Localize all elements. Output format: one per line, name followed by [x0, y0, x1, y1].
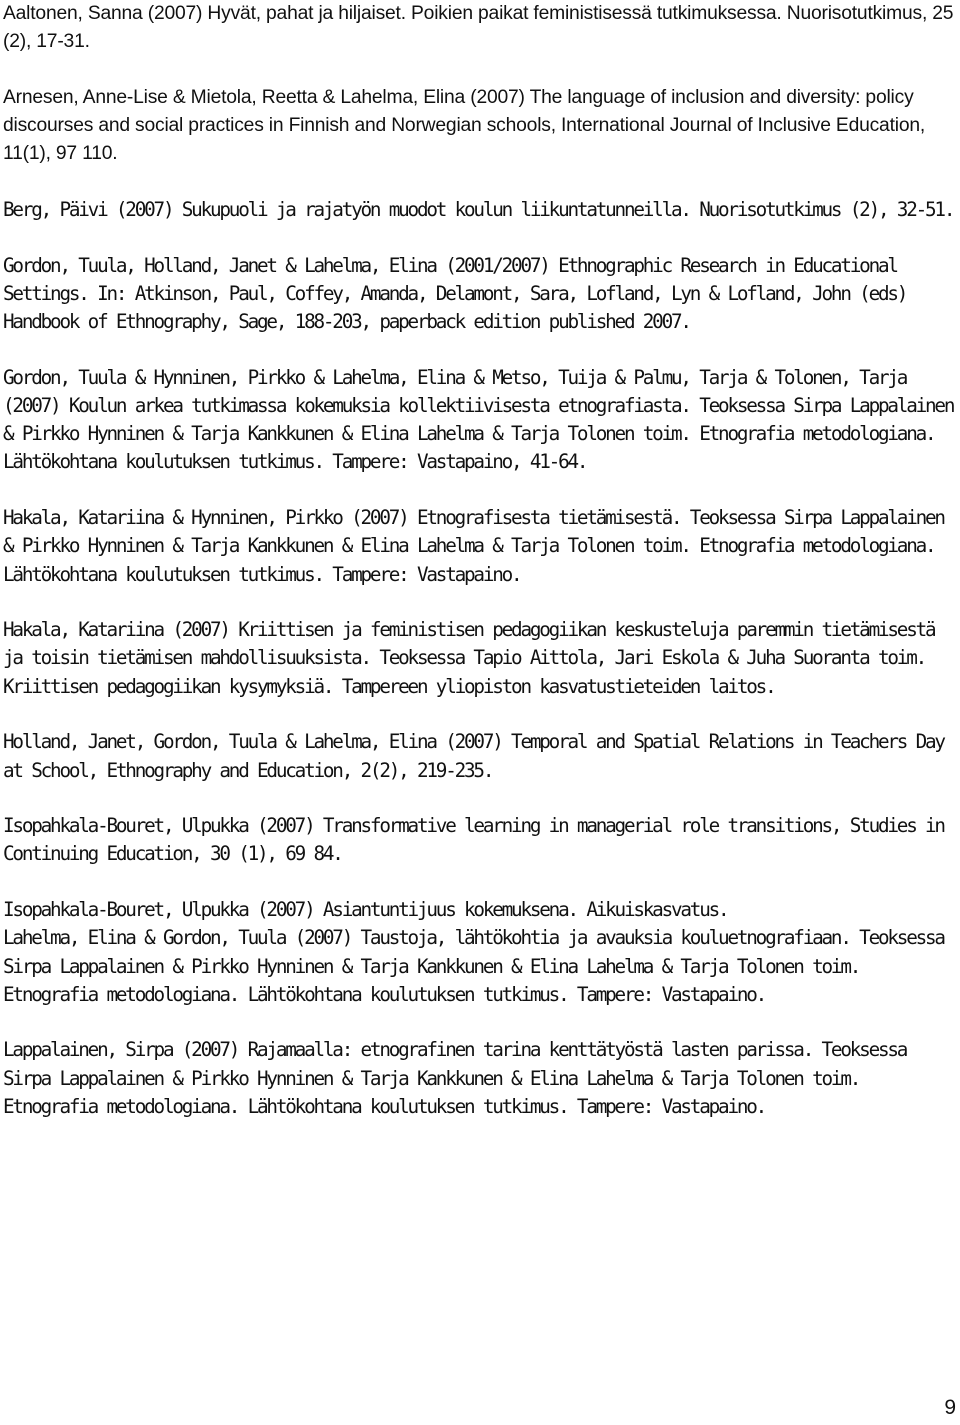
reference-isopahkala-bouret-asiantuntijuus: Isopahkala-Bouret, Ulpukka (2007) Asiantuntijuus kokemuksena. Aikuiskasvatus. [3, 898, 728, 922]
reference-hakala-2007: Hakala, Katariina (2007) Kriittisen ja feministisen pedagogiikan keskusteluja paremmin tietämisestä ja toisin tietämisen mahdollisuuksista. Teoksessa Tapio Aittola, Jari Eskola & Juha Suoranta toim. Kriittisen pedagogiikan kysymyksiä. Tampereen yliopiston kasvatustieteiden laitos. [3, 618, 935, 698]
reference-lahelma-gordon-2007: Lahelma, Elina & Gordon, Tuula (2007) Taustoja, lähtökohtia ja avauksia kouluetnografiaan. Teoksessa Sirpa Lappalainen & Pirkko Hynninen & Tarja Kankkunen & Elina Lahelma & Tarja Tolonen toim. Etnografia metodologiana. Lähtökohtana koulutuksen tutkimus. Tampere: Vastapaino. [3, 926, 944, 1006]
reference-hakala-hynninen-2007: Hakala, Katariina & Hynninen, Pirkko (2007) Etnografisesta tietämisestä. Teoksessa Sirpa Lappalainen & Pirkko Hynninen & Tarja Kankkunen & Elina Lahelma & Tarja Tolonen toim. Etnografia metodologiana. Lähtökohtana koulutuksen tutkimus. Tampere: Vastapaino. [3, 506, 944, 586]
reference-berg-2007: Berg, Päivi (2007) Sukupuoli ja rajatyön muodot koulun liikuntatunneilla. Nuorisotutkimus (2), 32-51. [3, 198, 954, 222]
reference-gordon-hynninen-2007: Gordon, Tuula & Hynninen, Pirkko & Lahelma, Elina & Metso, Tuija & Palmu, Tarja & Tolonen, Tarja (2007) Koulun arkea tutkimassa kokemuksia kollektiivisesta etnografiasta. Teoksessa Sirpa Lappalainen & Pirkko Hynninen & Tarja Kankkunen & Elina Lahelma & Tarja Tolonen toim. Etnografia metodologiana. Lähtökohtana koulutuksen tutkimus. Tampere: Vastapaino, 41-64. [3, 365, 954, 474]
reference-arnesen-2007: Arnesen, Anne-Lise & Mietola, Reetta & Lahelma, Elina (2007) The language of inclusion and diversity: policy discourses and social practices in Finnish and Norwegian schools, International Journal of Inclusive Education, 11(1), 97 110. [3, 86, 926, 165]
reference-gordon-holland-lahelma: Gordon, Tuula, Holland, Janet & Lahelma, Elina (2001/2007) Ethnographic Research in Educational Settings. In: Atkinson, Paul, Coffey, Amanda, Delamont, Sara, Lofland, Lyn & Lofland, John (eds) Handbook of Ethnography, Sage, 188-203, paperback edition published 2007. [3, 253, 907, 334]
reference-isopahkala-bouret-transformative: Isopahkala-Bouret, Ulpukka (2007) Transformative learning in managerial role transitions, Studies in Continuing Education, 30 (1), 69 84. [3, 814, 944, 866]
reference-aaltonen-2007: Aaltonen, Sanna (2007) Hyvät, pahat ja hiljaiset. Poikien paikat feministisessä tutkimuksessa. Nuorisotutkimus, 25 (2), 17-31. [3, 3, 954, 53]
reference-holland-2007: Holland, Janet, Gordon, Tuula & Lahelma, Elina (2007) Temporal and Spatial Relations in Teachers Day at School, Ethnography and Education, 2(2), 219-235. [3, 730, 944, 782]
reference-lappalainen-2007: Lappalainen, Sirpa (2007) Rajamaalla: etnografinen tarina kenttätyöstä lasten parissa. Teoksessa Sirpa Lappalainen & Pirkko Hynninen & Tarja Kankkunen & Elina Lahelma & Tarja Tolonen toim. Etnografia metodologiana. Lähtökohtana koulutuksen tutkimus. Tampere: Vastapaino. [3, 1038, 907, 1118]
page-number: 9 [944, 1396, 956, 1419]
reference-list [3, 0, 958, 1121]
